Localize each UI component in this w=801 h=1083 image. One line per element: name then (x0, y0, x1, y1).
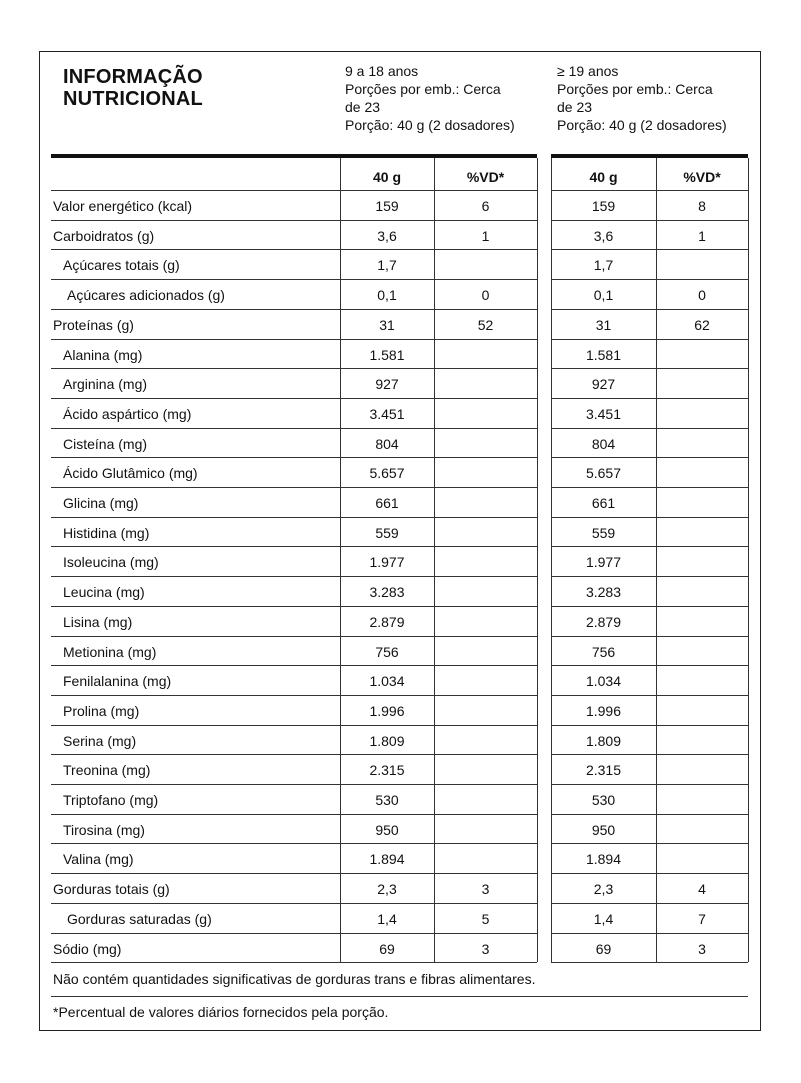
nutrient-label: Açúcares totais (g) (63, 257, 180, 274)
row-divider-a (51, 606, 537, 607)
amount-cell-b: 530 (591, 792, 616, 808)
row-divider-b (551, 368, 748, 369)
group-a-serving: Porção: 40 g (2 dosadores) (345, 117, 515, 133)
row-divider-b (551, 220, 748, 221)
row-divider-a (51, 546, 537, 547)
group-a-portions-cont: de 23 (345, 99, 381, 115)
amount-cell-a: 1.034 (369, 673, 405, 690)
row-divider-a (51, 636, 537, 637)
group-b-serving: Porção: 40 g (2 dosadores) (557, 117, 727, 133)
vd-cell-a: 3 (481, 881, 490, 898)
column-divider (434, 158, 435, 962)
col-header-qty-a: 40 g (372, 169, 401, 185)
amount-cell-a: 69 (379, 940, 395, 957)
column-divider (748, 158, 749, 962)
amount-cell-a: 1.581 (369, 346, 405, 363)
vd-cell-b: 62 (694, 316, 710, 333)
footnote-trans-fat: Não contém quantidades significativas de gorduras trans e fibras alimentares. (53, 971, 536, 987)
amount-cell-a: 1.977 (369, 554, 405, 571)
row-divider-a (51, 962, 537, 963)
title-line-2: NUTRICIONAL (63, 88, 203, 110)
nutrient-label: Arginina (mg) (63, 376, 148, 393)
col-header-vd-a: %VD* (466, 169, 505, 185)
group-b-age: ≥ 19 anos (557, 63, 619, 79)
nutrient-label: Triptofano (mg) (63, 792, 159, 808)
amount-cell-a: 927 (375, 376, 399, 393)
row-divider-a (51, 249, 537, 250)
amount-cell-a: 2,3 (377, 881, 397, 898)
vd-cell-a: 52 (477, 316, 494, 333)
row-divider-a (51, 903, 537, 904)
row-divider-a (51, 220, 537, 221)
vd-cell-b: 1 (698, 227, 706, 244)
amount-cell-b: 1.581 (585, 346, 622, 363)
nutrient-label: Valina (mg) (63, 851, 134, 868)
row-divider-b (551, 309, 748, 310)
nutrient-label: Leucina (mg) (63, 584, 145, 601)
amount-cell-a: 559 (375, 524, 399, 541)
row-divider-b (551, 606, 748, 607)
amount-cell-a: 3,6 (377, 227, 397, 244)
row-divider-b (551, 517, 748, 518)
row-divider-b (551, 843, 748, 844)
nutrient-label: Valor energético (kcal) (53, 198, 193, 214)
col-header-vd-b: %VD* (683, 169, 721, 185)
row-divider-a (51, 309, 537, 310)
row-divider-a (51, 665, 537, 666)
row-divider-a (51, 784, 537, 785)
vd-cell-a: 5 (481, 910, 490, 927)
vd-cell-b: 8 (698, 198, 706, 214)
row-divider-a (51, 576, 537, 577)
amount-cell-a: 3.451 (369, 405, 405, 422)
amount-cell-a: 1.996 (369, 702, 405, 719)
row-divider-b (551, 695, 748, 696)
header-rule-b (551, 154, 748, 158)
vd-cell-b: 0 (698, 287, 706, 304)
nutrient-label: Ácido aspártico (mg) (63, 405, 192, 422)
row-divider-a (51, 428, 537, 429)
row-divider-b (551, 279, 748, 280)
amount-cell-b: 159 (591, 198, 616, 214)
vd-cell-a: 6 (481, 198, 490, 214)
row-divider-a (51, 754, 537, 755)
vd-cell-a: 0 (481, 287, 490, 304)
amount-cell-b: 2,3 (593, 881, 614, 898)
nutrient-label: Gorduras totais (g) (53, 881, 170, 898)
group-b-portions: Porções por emb.: Cerca (557, 81, 713, 97)
row-divider-a (51, 814, 537, 815)
amount-cell-a: 0,1 (377, 287, 397, 304)
row-divider-b (551, 962, 748, 963)
row-divider-b (551, 903, 748, 904)
amount-cell-a: 661 (375, 495, 399, 511)
amount-cell-a: 804 (375, 435, 399, 452)
amount-cell-a: 756 (375, 643, 399, 660)
nutrient-label: Metionina (mg) (63, 643, 157, 660)
amount-cell-a: 5.657 (369, 465, 405, 482)
group-a-portions: Porções por emb.: Cerca (345, 81, 501, 97)
nutrient-label: Gorduras saturadas (g) (67, 910, 212, 927)
row-divider-a (51, 279, 537, 280)
nutrient-label: Carboidratos (g) (53, 227, 155, 244)
row-divider-b (551, 873, 748, 874)
row-divider-b (551, 487, 748, 488)
amount-cell-a: 1,7 (377, 257, 397, 274)
nutrient-label: Lisina (mg) (63, 613, 133, 630)
column-divider (537, 158, 538, 962)
row-divider-a (51, 457, 537, 458)
nutrient-label: Ácido Glutâmico (mg) (63, 465, 198, 482)
amount-cell-a: 1.894 (369, 851, 405, 868)
amount-cell-b: 1.996 (585, 702, 622, 719)
amount-cell-b: 3.451 (585, 405, 622, 422)
nutrient-label: Isoleucina (mg) (63, 554, 159, 571)
nutrient-label: Açúcares adicionados (g) (67, 287, 225, 304)
row-divider-b (551, 190, 748, 191)
nutrient-label: Serina (mg) (63, 732, 137, 749)
row-divider-a (51, 339, 537, 340)
amount-cell-b: 3,6 (593, 227, 614, 244)
nutrient-label: Treonina (mg) (63, 762, 151, 779)
group-b-portions-cont: de 23 (557, 99, 593, 115)
row-divider-b (551, 457, 748, 458)
amount-cell-a: 159 (375, 198, 399, 214)
group-b-header (557, 62, 727, 134)
row-divider-b (551, 398, 748, 399)
row-divider-b (551, 665, 748, 666)
amount-cell-a: 3.283 (369, 584, 405, 601)
amount-cell-b: 756 (591, 643, 616, 660)
row-divider-a (51, 398, 537, 399)
row-divider-b (551, 546, 748, 547)
vd-cell-b: 4 (698, 881, 706, 898)
vd-cell-b: 7 (698, 910, 706, 927)
amount-cell-a: 2.315 (369, 762, 405, 779)
amount-cell-b: 1.034 (585, 673, 622, 690)
nutrient-label: Fenilalanina (mg) (63, 673, 172, 690)
amount-cell-b: 1.977 (585, 554, 622, 571)
amount-cell-b: 31 (595, 316, 612, 333)
vd-cell-a: 3 (481, 940, 490, 957)
footnote-vd: *Percentual de valores diários fornecidos pela porção. (53, 1004, 389, 1020)
amount-cell-a: 31 (379, 316, 395, 333)
amount-cell-a: 530 (375, 792, 399, 808)
nutrient-label: Alanina (mg) (63, 346, 143, 363)
title-line-1: INFORMAÇÃO (63, 66, 203, 88)
col-header-qty-b: 40 g (589, 169, 618, 185)
nutrient-label: Sódio (mg) (53, 940, 122, 957)
row-divider-a (51, 190, 537, 191)
row-divider-b (551, 725, 748, 726)
amount-cell-b: 661 (591, 495, 616, 511)
row-divider-b (551, 784, 748, 785)
nutrient-label: Proteínas (g) (53, 316, 134, 333)
header-rule-a (51, 154, 537, 158)
row-divider-b (551, 814, 748, 815)
amount-cell-b: 950 (591, 821, 616, 838)
footnote-divider (51, 996, 748, 997)
amount-cell-a: 950 (375, 821, 399, 838)
vd-cell-b: 3 (698, 940, 706, 957)
amount-cell-a: 1.809 (369, 732, 405, 749)
amount-cell-b: 1,7 (593, 257, 614, 274)
row-divider-b (551, 339, 748, 340)
nutrition-title (63, 66, 203, 110)
amount-cell-b: 3.283 (585, 584, 622, 601)
row-divider-a (51, 725, 537, 726)
row-divider-b (551, 754, 748, 755)
nutrient-label: Cisteína (mg) (63, 435, 148, 452)
amount-cell-b: 559 (591, 524, 616, 541)
row-divider-a (51, 843, 537, 844)
amount-cell-b: 2.315 (585, 762, 622, 779)
row-divider-a (51, 933, 537, 934)
row-divider-b (551, 249, 748, 250)
group-a-header (345, 62, 515, 134)
nutrient-label: Glicina (mg) (63, 495, 139, 511)
amount-cell-b: 1.894 (585, 851, 622, 868)
column-divider (656, 158, 657, 962)
row-divider-b (551, 636, 748, 637)
column-divider (551, 158, 552, 962)
amount-cell-b: 5.657 (585, 465, 622, 482)
amount-cell-b: 1.809 (585, 732, 622, 749)
amount-cell-b: 69 (595, 940, 612, 957)
row-divider-a (51, 695, 537, 696)
amount-cell-b: 927 (591, 376, 616, 393)
amount-cell-b: 1,4 (593, 910, 614, 927)
column-divider (340, 158, 341, 962)
row-divider-a (51, 487, 537, 488)
row-divider-b (551, 428, 748, 429)
amount-cell-a: 2.879 (369, 613, 405, 630)
group-a-age: 9 a 18 anos (345, 63, 419, 79)
nutrient-label: Histidina (mg) (63, 524, 150, 541)
row-divider-a (51, 517, 537, 518)
nutrient-label: Prolina (mg) (63, 702, 140, 719)
amount-cell-a: 1,4 (377, 910, 397, 927)
row-divider-a (51, 368, 537, 369)
vd-cell-a: 1 (481, 227, 490, 244)
nutrient-label: Tirosina (mg) (63, 821, 145, 838)
row-divider-b (551, 576, 748, 577)
amount-cell-b: 804 (591, 435, 616, 452)
row-divider-a (51, 873, 537, 874)
amount-cell-b: 2.879 (585, 613, 622, 630)
row-divider-b (551, 933, 748, 934)
amount-cell-b: 0,1 (593, 287, 614, 304)
